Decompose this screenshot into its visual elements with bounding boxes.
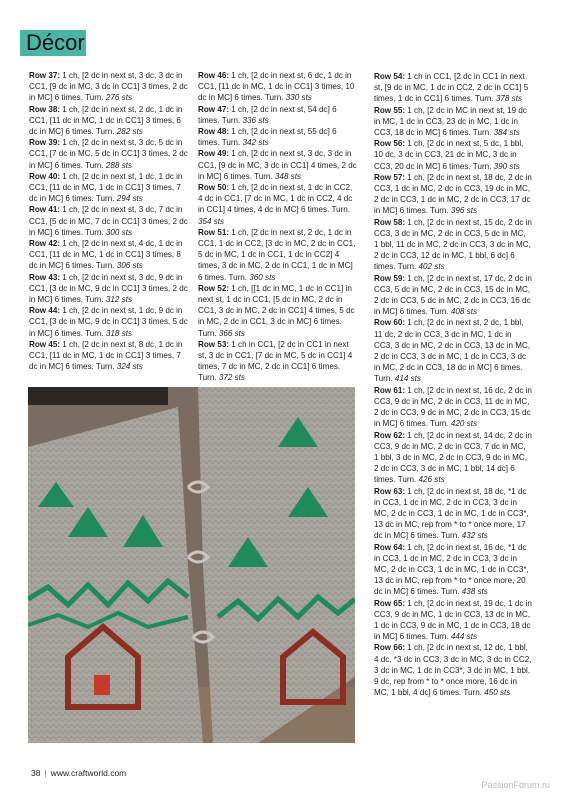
pattern-row — [374, 273, 532, 318]
row-number: Row 42: — [29, 239, 61, 249]
row-instructions: 1 ch, [2 dc in next st, 16 dc, *1 dc in CC3, 1 dc in MC, 2 dc in CC3, 3 dc in MC, 2 dc in CC3, 1 dc in MC, 1 dc in CC3*, 13 dc in MC, rep from * to * once more, 20 dc in MC] 6 times. Turn. — [374, 542, 529, 597]
stitch-count: 414 sts — [394, 374, 421, 384]
pattern-row — [198, 339, 358, 384]
website-link[interactable]: www.craftworld.com — [50, 768, 127, 778]
pattern-row — [29, 339, 190, 373]
pattern-row — [374, 217, 532, 273]
row-number: Row 58: — [374, 217, 406, 227]
row-instructions: 1 ch, [2 dc in next st, 3 dc, 9 dc in CC1, [3 dc in MC, 9 dc in CC1] 3 times, 2 dc in MC] 6 times. Turn. — [29, 272, 188, 305]
stitch-count: 360 sts — [249, 272, 276, 282]
row-instructions: 1 ch, [2 dc in next st, 3 dc, 3 dc in CC1, [9 dc in MC, 3 dc in CC1] 3 times, 2 dc in MC] 6 times. Turn. — [29, 71, 188, 103]
row-number: Row 60: — [374, 318, 406, 328]
row-number: Row 65: — [374, 598, 406, 608]
pattern-row — [374, 138, 532, 172]
row-instructions: 1 ch, [2 dc in MC in next st, 19 dc in MC, 1 dc in CC3, 23 dc in MC, 1 dc in CC3, 18 dc in MC] 6 times. Turn. — [374, 105, 527, 138]
watermark: PassionForum.ru — [481, 780, 550, 790]
pattern-row — [198, 126, 358, 148]
row-number: Row 37: — [29, 71, 61, 80]
row-instructions: 1 ch, [2 dc in next st, 2 dc, 1 dc in CC1, 1 dc in CC2, [3 dc in MC, 2 dc in CC1, 5 dc in MC, 1 dc in CC1, 1 dc in CC2] 4 times, 3 dc in MC, 2 dc in CC1, 1 dc in MC] 6 times. Turn. — [198, 227, 356, 282]
row-number: Row 63: — [374, 486, 406, 496]
row-instructions: 1 ch, [2 dc in next st, 6 dc, 1 dc in CC1, [11 dc in MC, 1 dc in CC1] 3 times, 10 dc in MC] 6 times. Turn. — [198, 71, 355, 103]
pattern-row — [374, 385, 532, 430]
pattern-column-3 — [374, 71, 532, 698]
stitch-count: 294 sts — [116, 194, 143, 204]
stitch-count: 444 sts — [450, 632, 478, 642]
row-instructions: 1 ch, [2 dc in next st, 4 dc, 1 dc in CC1, [11 dc in MC, 1 dc in CC1] 3 times, 8 dc in MC] 6 times. Turn. — [29, 239, 183, 271]
row-instructions: 1 ch, [2 dc in next st, 8 dc, 1 dc in CC1, [11 dc in MC, 1 dc in CC1] 3 times, 7 dc in MC] 6 times. Turn. — [29, 339, 183, 372]
row-instructions: 1 ch, [2 dc in next st, 1 dc in CC2, 4 dc in CC1, [7 dc in MC, 1 dc in CC2, 4 dc in CC1] 4 times, 4 dc in MC] 6 times. Turn. — [198, 183, 353, 215]
row-instructions: 1 ch, [[1 dc in MC, 1 dc in CC1] in next st, 1 dc in CC1, [5 dc in MC, 2 dc in CC1, 3 dc in MC, 2 dc in CC1] 4 times, 5 dc in MC, 2 dc in CC1, 3 dc in MC] 6 times. Turn. — [198, 283, 355, 338]
row-instructions: 1 ch, [2 dc in next st, 15 dc, 2 dc in CC3, 3 dc in MC, 2 dc in CC3, 5 dc in MC, 1 bbl, 11 dc in MC, 2 dc in CC3, 3 dc in MC, 2 dc in CC3, 12 dc in MC, 1 bbl, 6 dc] 6 times. Turn. — [374, 217, 532, 272]
row-number: Row 62: — [374, 430, 406, 440]
stitch-count: 312 sts — [105, 295, 133, 305]
row-instructions: 1 ch, [2 dc in next st, 18 dc, 2 dc in CC3, 1 dc in MC, 2 dc in CC3, 19 dc in MC, 2 dc in CC3, 1 dc in MC, 2 dc in CC3, 17 dc in MC] 6 times. Turn. — [374, 172, 532, 216]
stitch-count: 396 sts — [450, 206, 478, 216]
pattern-column-2 — [198, 70, 358, 384]
stitch-count: 372 sts — [218, 373, 245, 383]
stitch-count: 426 sts — [418, 475, 445, 485]
row-number: Row 40: — [29, 171, 61, 181]
pattern-row — [29, 238, 190, 272]
pattern-row — [29, 171, 190, 205]
stitch-count: 390 sts — [493, 161, 520, 171]
row-instructions: 1 ch, [2 dc in next st, 54 dc] 6 times. Turn. — [198, 104, 337, 125]
stitch-count: 402 sts — [418, 262, 445, 272]
row-number: Row 56: — [374, 139, 406, 149]
row-number: Row 53: — [198, 339, 230, 349]
stitch-count: 354 sts — [198, 216, 225, 226]
row-number: Row 48: — [198, 127, 230, 137]
stitch-count: 324 sts — [116, 362, 143, 372]
stitch-count: 330 sts — [285, 93, 312, 103]
stitch-count: 348 sts — [274, 171, 302, 181]
stitch-count: 306 sts — [116, 261, 143, 271]
pattern-column-1 — [29, 70, 190, 372]
stitch-count: 378 sts — [495, 94, 523, 104]
pattern-row — [374, 317, 532, 384]
stitch-count: 342 sts — [242, 138, 269, 148]
pattern-row — [29, 70, 190, 104]
crochet-tree-skirt-illustration — [28, 387, 355, 743]
row-instructions: 1 ch, [2 dc in next st, 14 dc, 2 dc in CC3, 9 dc in MC, 2 dc in CC3, 7 dc in MC, 1 bbl, 3 dc in MC, 2 dc in CC3, 9 dc in MC, 2 dc in CC3, 3 dc in MC, 1 bbl, 14 dc] 6 times. Turn. — [374, 430, 532, 485]
stitch-count: 420 sts — [450, 419, 478, 429]
stitch-count: 300 sts — [105, 227, 133, 237]
pattern-row — [198, 182, 358, 227]
row-number: Row 57: — [374, 172, 406, 182]
row-number: Row 64: — [374, 542, 406, 552]
section-tab — [20, 30, 86, 56]
pattern-row — [29, 104, 190, 138]
row-instructions: 1 ch, [2 dc in next st, 2 dc, 1 dc in CC1, [11 dc in MC, 1 dc in CC1] 3 times, 6 dc in MC] 6 times. Turn. — [29, 104, 183, 137]
stitch-count: 336 sts — [242, 115, 269, 125]
row-instructions: 1 ch, [2 dc in next st, 55 dc] 6 times. Turn. — [198, 127, 337, 148]
pattern-row — [29, 272, 190, 306]
row-instructions: 1 ch, [2 dc in next st, 3 dc, 3 dc in CC1, [9 dc in MC, 3 dc in CC1] 4 times, 2 dc in MC] 6 times. Turn. — [198, 149, 357, 181]
stitch-count: 408 sts — [450, 307, 478, 317]
pattern-row — [29, 305, 190, 339]
row-number: Row 55: — [374, 105, 406, 115]
row-number: Row 41: — [29, 205, 61, 215]
row-number: Row 52: — [198, 283, 230, 293]
pattern-row — [374, 642, 532, 698]
row-number: Row 54: — [374, 72, 406, 81]
row-number: Row 50: — [198, 183, 230, 193]
row-instructions: 1 ch, [2 dc in next st, 2 dc, 1 bbl, 11 dc, 2 dc in CC3, 3 dc in MC, 1 dc in CC3, 3 dc in MC, 2 dc in CC3, 13 dc in MC, 2 dc in CC3, 3 dc in MC, 1 dc in CC3, 3 dc in MC, 2 dc in CC3, 18 dc in MC] 6 times. Turn. — [374, 318, 531, 384]
stitch-count: 450 sts — [484, 688, 511, 698]
row-instructions: 1 ch, [2 dc in next st, 18 dc, *1 dc in CC3, 1 dc in MC, 2 dc in CC3, 3 dc in MC, 2 dc in CC3, 1 dc in MC, 1 dc in CC3*, 13 dc in MC, rep from * to * once more, 17 dc in MC] 6 times. Turn. — [374, 486, 529, 541]
row-number: Row 66: — [374, 643, 406, 653]
stitch-count: 366 sts — [218, 328, 245, 338]
row-instructions: 1 ch, [2 dc in next st, 5 dc, 1 bbl, 10 dc, 3 dc in CC3, 21 dc in MC, 3 dc in CC3, 20 dc in MC] 6 times. Turn. — [374, 139, 524, 171]
row-instructions: 1 ch, [2 dc in next st, 1 dc, 1 dc in CC1, [11 dc in MC, 1 dc in CC1] 3 times, 7 dc in MC] 6 times. Turn. — [29, 171, 183, 204]
row-number: Row 45: — [29, 339, 61, 349]
stitch-count: 384 sts — [493, 128, 520, 138]
row-instructions: 1 ch in CC1, [2 dc in CC1 in next st, [9 dc in MC, 1 dc in CC2, 2 dc in CC1] 5 times, 1 dc in CC1] 6 times. Turn. — [374, 72, 529, 104]
pattern-row — [374, 172, 532, 217]
pattern-row — [374, 430, 532, 486]
row-instructions: 1 ch, [2 dc in next st, 12 dc, 1 bbl, 4 dc, *3 dc in CC3, 3 dc in MC, 3 dc in CC2, 3 dc in MC, 1 dc in CC3*, 3 dc in MC, 1 bbl, 9 dc, rep from * to * once more, 16 dc in MC, 1 bbl, 4 dc] 6 times. Turn. — [374, 643, 532, 698]
row-number: Row 46: — [198, 71, 230, 80]
pattern-row — [374, 71, 532, 105]
row-instructions: 1 ch in CC1, [2 dc in CC1 in next st, 3 dc in CC1, [7 dc in MC, 5 dc in CC1] 4 times, 7 dc in MC, 2 dc in CC1] 6 times. Turn. — [198, 339, 353, 383]
stitch-count: 432 sts — [461, 531, 488, 541]
row-instructions: 1 ch, [2 dc in next st, 19 dc, 1 dc in CC3, 9 dc in MC, 1 dc in CC3, 13 dc in MC, 1 dc in CC3, 9 dc in MC, 1 dc in CC3, 18 dc in MC] 6 times. Turn. — [374, 598, 532, 642]
row-number: Row 44: — [29, 306, 61, 316]
pattern-row — [374, 105, 532, 139]
pattern-row — [29, 204, 190, 238]
pattern-row — [198, 227, 358, 283]
row-number: Row 59: — [374, 273, 406, 283]
row-instructions: 1 ch, [2 dc in next st, 3 dc, 5 dc in CC1, [7 dc in MC, 5 dc in CC1] 3 times, 2 dc in MC] 6 times. Turn. — [29, 138, 188, 170]
row-number: Row 61: — [374, 385, 406, 395]
stitch-count: 438 sts — [461, 587, 488, 597]
row-instructions: 1 ch, [2 dc in next st, 17 dc, 2 dc in CC3, 5 dc in MC, 2 dc in CC3, 15 dc in MC, 2 dc in CC3, 5 dc in MC, 2 dc in CC3, 16 dc in MC] 6 times. Turn. — [374, 273, 532, 317]
row-instructions: 1 ch, [2 dc in next st, 3 dc, 7 dc in CC1, [5 dc in MC, 7 dc in CC1] 3 times, 2 dc in MC] 6 times. Turn. — [29, 205, 188, 237]
page-footer: 38 | www.craftworld.com — [31, 768, 127, 778]
pattern-row — [374, 598, 532, 643]
pattern-row — [29, 137, 190, 171]
tree-skirt-photo — [28, 387, 355, 743]
stitch-count: 282 sts — [116, 127, 143, 137]
pattern-row — [198, 70, 358, 104]
pattern-row — [198, 148, 358, 182]
pattern-row — [374, 486, 532, 542]
row-number: Row 49: — [198, 149, 230, 159]
section-title: Décor — [26, 30, 85, 55]
row-number: Row 38: — [29, 104, 61, 114]
row-instructions: 1 ch, [2 dc in next st, 16 dc, 2 dc in CC3, 9 dc in MC, 2 dc in CC3, 11 dc in MC, 2 dc in CC3, 9 dc in MC, 2 dc in CC3, 15 dc in MC] 6 times. Turn. — [374, 385, 532, 429]
page-number: 38 — [31, 768, 41, 778]
pattern-row — [198, 283, 358, 339]
row-number: Row 51: — [198, 227, 230, 237]
stitch-count: 288 sts — [105, 160, 133, 170]
row-number: Row 47: — [198, 104, 230, 114]
pattern-row — [198, 104, 358, 126]
pattern-row — [374, 542, 532, 598]
stitch-count: 276 sts — [105, 93, 133, 103]
stitch-count: 318 sts — [105, 328, 133, 338]
row-number: Row 43: — [29, 272, 61, 282]
row-instructions: 1 ch, [2 dc in next st, 1 dc, 9 dc in CC1, [3 dc in MC, 9 dc in CC1] 3 times, 5 dc in MC] 6 times. Turn. — [29, 306, 188, 338]
row-number: Row 39: — [29, 138, 61, 148]
